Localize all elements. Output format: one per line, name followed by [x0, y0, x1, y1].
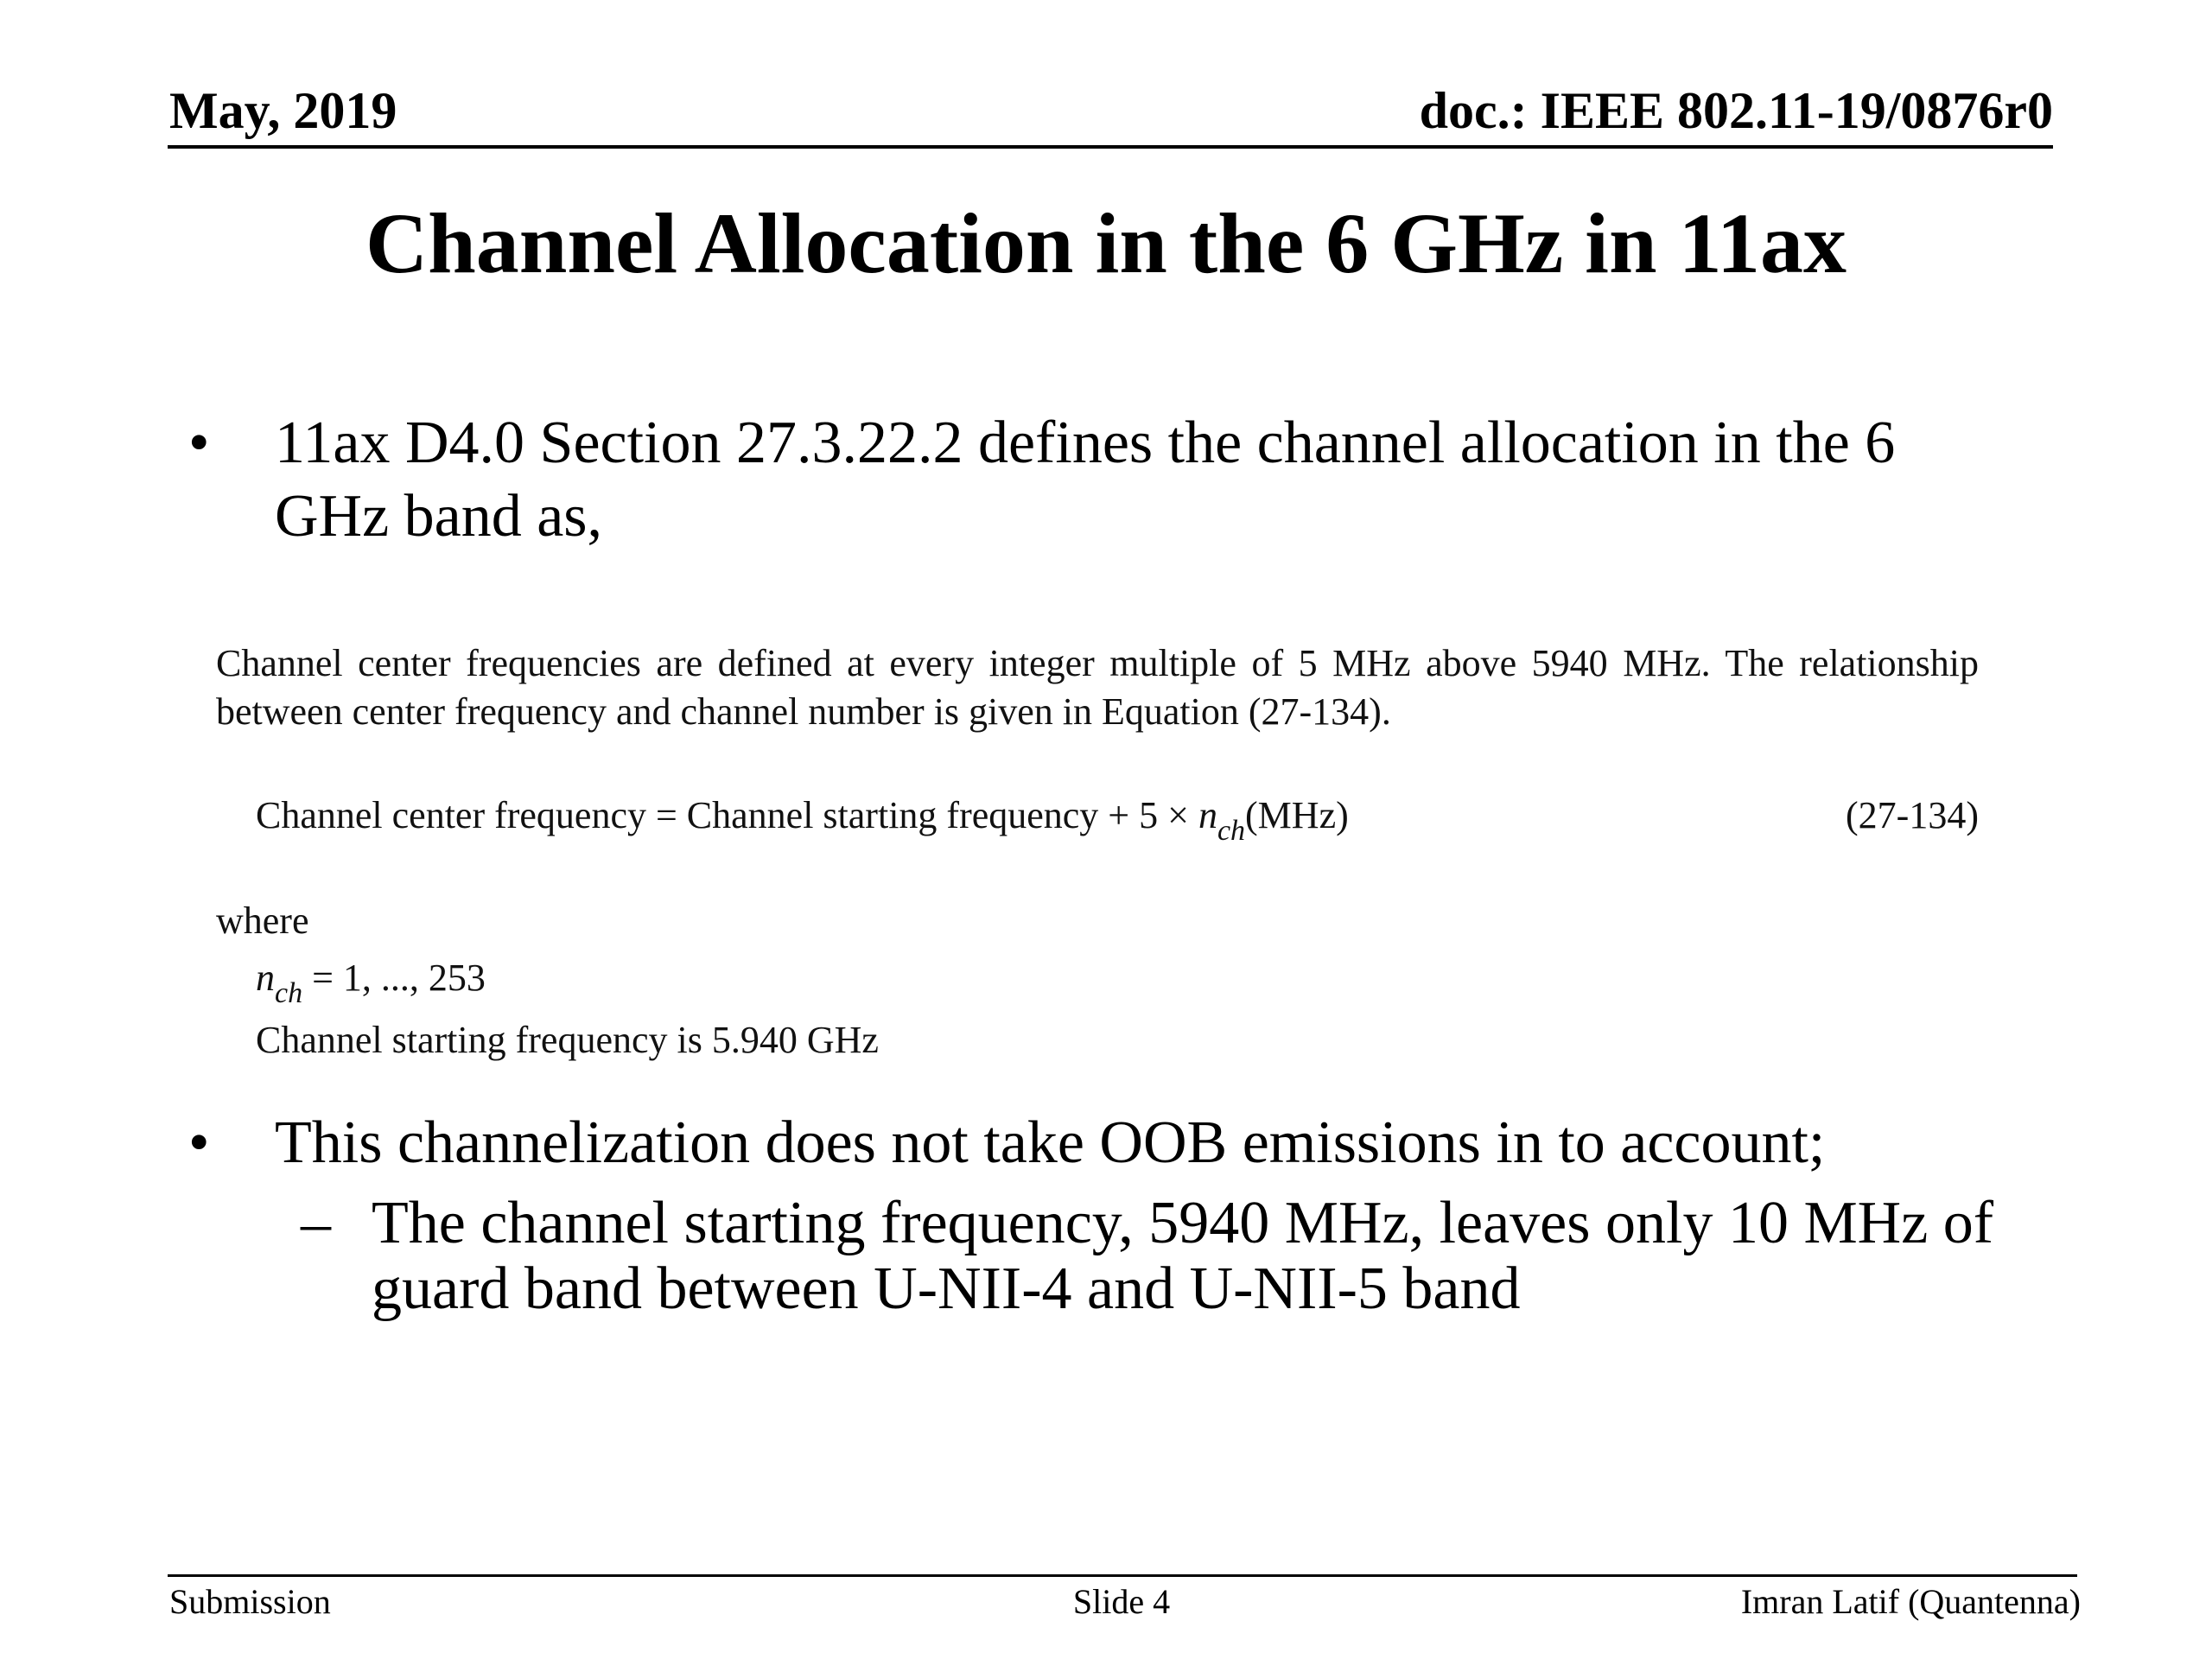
nch-var: n: [256, 957, 275, 999]
equation-number: (27-134): [1846, 794, 1979, 836]
bullet-item-2: [188, 1106, 2020, 1184]
header-date: May, 2019: [169, 82, 397, 139]
equation-unit: (MHz): [1245, 794, 1349, 836]
slide-title: Channel Allocation in the 6 GHz in 11ax: [365, 195, 1847, 291]
nch-rhs: = 1, ..., 253: [302, 957, 486, 999]
equation-var: n: [1198, 794, 1217, 836]
header-doc-id: doc.: IEEE 802.11-19/0876r0: [1419, 82, 2053, 139]
footer-divider: [168, 1574, 2077, 1577]
footer-submission: Submission: [169, 1582, 331, 1621]
nch-subscript: ch: [275, 977, 303, 1009]
where-label: where: [216, 899, 309, 942]
bullet-text: This channelization does not take OOB emissions in to account;: [275, 1109, 1826, 1176]
bullet-item-1: [188, 406, 2020, 562]
bullet-text: 11ax D4.0 Section 27.3.22.2 defines the channel allocation in the 6 GHz band as,: [275, 410, 1896, 550]
excerpt-paragraph: Channel center frequencies are defined at every integer multiple of 5 MHz above 5940 MHz. The relationship between center frequency and channel number is given in Equation (27-134).: [216, 642, 1979, 733]
bullet-marker: •: [188, 1109, 210, 1176]
footer-slide-number: Slide 4: [1072, 1582, 1171, 1621]
sub-bullet-text: The channel starting frequency, 5940 MHz, leaves only 10 MHz of guard band between U-NII-4 and U-NII-5 band: [372, 1190, 1994, 1322]
equation-var-subscript: ch: [1217, 815, 1246, 847]
nch-range: [256, 954, 486, 1009]
equation: [256, 791, 1979, 847]
footer-author: Imran Latif (Quantenna): [1740, 1582, 2081, 1621]
starting-frequency-line: Channel starting frequency is 5.940 GHz: [256, 1019, 879, 1061]
bullet-marker: •: [188, 410, 210, 476]
equation-lhs: Channel center frequency = Channel starting frequency + 5 ×: [256, 794, 1198, 836]
sub-bullet-marker: –: [301, 1190, 331, 1256]
equation-expression: [256, 791, 1349, 847]
header-divider: [168, 145, 2053, 149]
